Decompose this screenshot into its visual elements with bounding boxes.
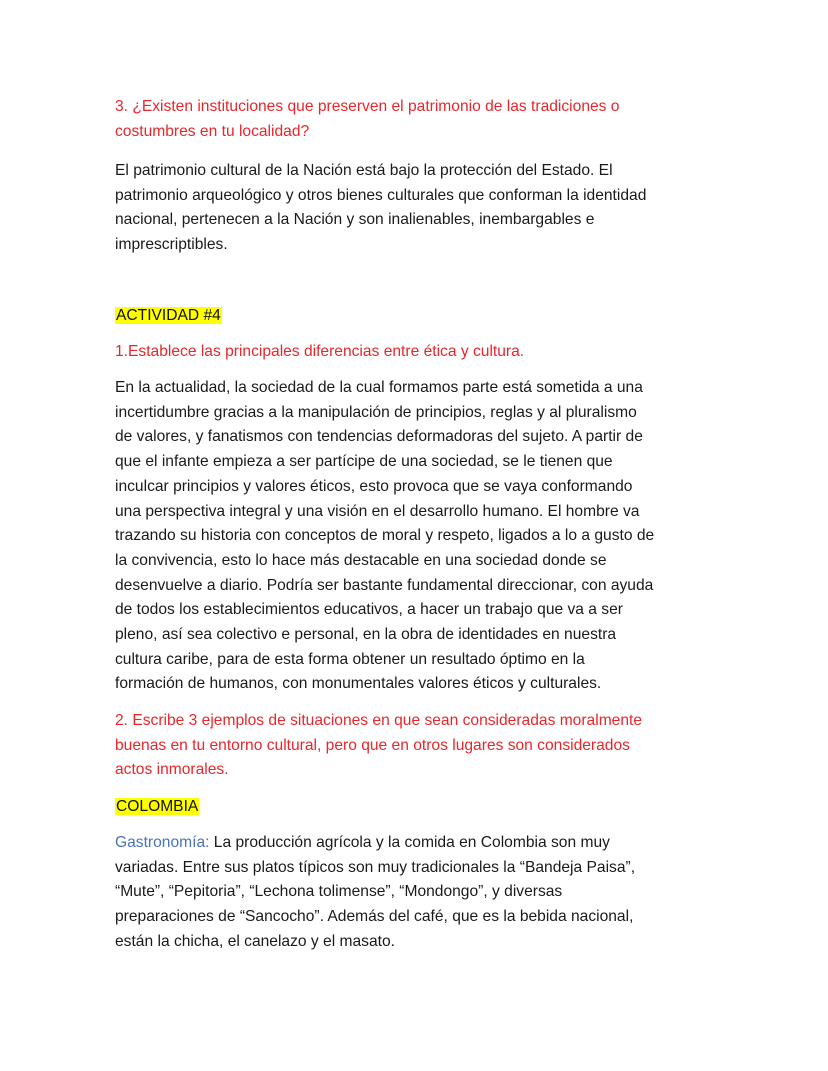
gastronomy-first-line xyxy=(115,831,635,856)
question-2 xyxy=(115,709,642,783)
gastronomy-line: variadas. Entre sus platos típicos son muy tradicionales la “Bandeja Paisa”, xyxy=(115,858,636,876)
answer-line: pleno, así sea colectivo e personal, en la obra de identidades en nuestra xyxy=(115,626,617,644)
answer-line: inculcar principios y valores éticos, esto provoca que se vaya conformando xyxy=(115,477,633,495)
answer-line: El patrimonio cultural de la Nación está bajo la protección del Estado. El xyxy=(115,162,613,179)
answer-line: En la actualidad, la sociedad de la cual formamos parte está sometida a una xyxy=(115,379,643,396)
answer-line: patrimonio arqueológico y otros bienes culturales que conforman la identidad xyxy=(115,186,647,204)
answer-line: nacional, pertenecen a la Nación y son inalienables, inembargables e xyxy=(115,211,595,229)
country-heading: COLOMBIA xyxy=(116,798,199,815)
activity-heading: ACTIVIDAD #4 xyxy=(116,307,221,324)
answer-line: que el infante empieza a ser partícipe de una sociedad, se le tienen que xyxy=(115,453,613,471)
question-line: buenas en tu entorno cultural, pero que en otros lugares son considerados xyxy=(115,736,630,754)
answer-line: una perspectiva integral y una visión en el desarrollo humano. El hombre va xyxy=(115,502,640,520)
question-line: actos inmorales. xyxy=(115,761,229,779)
answer-line: la convivencia, esto lo hace más destacable en una sociedad donde se xyxy=(115,551,607,569)
activity-heading-block xyxy=(115,304,222,329)
answer-line: desenvuelve a diario. Podría ser bastante fundamental direccionar, con ayuda xyxy=(115,576,654,594)
country-heading-block xyxy=(115,795,199,820)
question-line: 2. Escribe 3 ejemplos de situaciones en que sean consideradas moralmente xyxy=(115,712,643,729)
gastronomy-paragraph xyxy=(115,831,635,955)
question-line: 3. ¿Existen instituciones que preserven el patrimonio de las tradiciones o xyxy=(115,98,620,115)
gastronomy-line: preparaciones de “Sancocho”. Además del café, que es la bebida nacional, xyxy=(115,908,634,926)
gastronomy-label: Gastronomía: xyxy=(115,834,210,851)
question-3 xyxy=(115,95,619,144)
answer-3 xyxy=(115,159,646,258)
answer-line: formación de humanos, con monumentales valores éticos y culturales. xyxy=(115,675,602,693)
answer-line: cultura caribe, para de esta forma obtener un resultado óptimo en la xyxy=(115,650,585,668)
question-line: 1.Establece las principales diferencias entre ética y cultura. xyxy=(115,343,525,360)
question-line: costumbres en tu localidad? xyxy=(115,122,310,140)
answer-line: de valores, y fanatismos con tendencias deformadoras del sujeto. A partir de xyxy=(115,428,643,446)
gastronomy-text: La producción agrícola y la comida en Colombia son muy xyxy=(209,834,610,851)
gastronomy-line: “Mute”, “Pepitoria”, “Lechona tolimense”, “Mondongo”, y diversas xyxy=(115,883,563,901)
gastronomy-line: están la chicha, el canelazo y el masato. xyxy=(115,932,395,950)
answer-line: imprescriptibles. xyxy=(115,236,228,254)
question-1 xyxy=(115,340,524,365)
answer-line: incertidumbre gracias a la manipulación de principios, reglas y al pluralismo xyxy=(115,403,637,421)
answer-line: trazando su historia con conceptos de moral y respeto, ligados a lo a gusto de xyxy=(115,527,655,545)
answer-1 xyxy=(115,376,654,697)
answer-line: de todos los establecimientos educativos, a hacer un trabajo que va a ser xyxy=(115,601,623,619)
